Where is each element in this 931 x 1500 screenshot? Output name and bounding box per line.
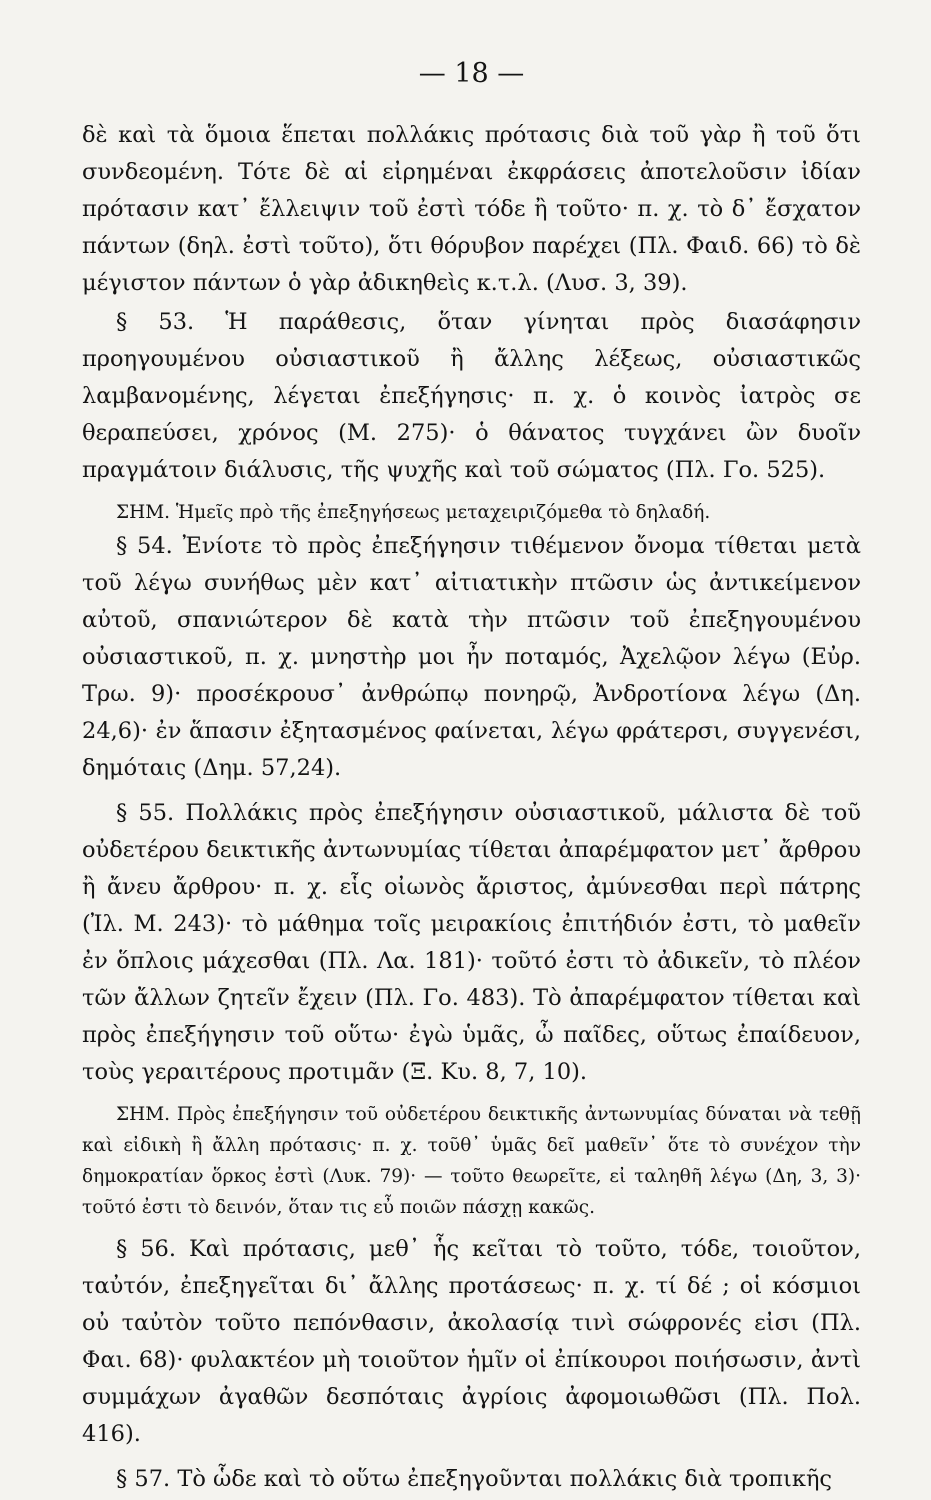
paragraph-text: δὲ καὶ τὰ ὅμοια ἕπεται πολλάκις πρότασις διὰ τοῦ γὰρ ἢ τοῦ ὅτι συνδεομένη. Τότε δὲ αἱ εἰρημέναι ἐκφράσεις ἀποτελοῦσιν ἰδίαν πρότασιν κατ᾽ ἔλλειψιν τοῦ ἐστὶ τόδε ἢ τοῦτο· π. χ. τὸ δ᾽ ἔσχατον πάντων (δηλ. ἐστὶ τοῦτο), ὅτι θόρυβον παρέχει (Πλ. Φαιδ. 66) τὸ δὲ μέγιστον πάντων ὁ γὰρ ἀδικηθεὶς κ.τ.λ. (Λυσ. 3, 39). bbox=[82, 122, 861, 296]
note-text: ΣΗΜ. Πρὸς ἐπεξήγησιν τοῦ οὐδετέρου δεικτικῆς ἀντωνυμίας δύναται νὰ τεθῇ καὶ εἰδικὴ ἢ ἄλλη πρότασις· π. χ. τοῦθ᾽ ὑμᾶς δεῖ μαθεῖν᾽ ὅτε τὸ συνέχον τὴν δημοκρατίαν ὅρκος ἐστὶ (Λυκ. 79)· — τοῦτο θεωρεῖτε, εἰ ταληθῆ λέγω (Δη, 3, 3)· τοῦτό ἐστι τὸ δεινόν, ὅταν τις εὖ ποιῶν πάσχῃ κακῶς. bbox=[82, 1104, 861, 1218]
paragraph-text: § 53. Ἡ παράθεσις, ὅταν γίνηται πρὸς διασάφησιν προηγουμένου οὐσιαστικοῦ ἢ ἄλλης λέξεως, οὐσιαστικῶς λαμβανομένης, λέγεται ἐπεξήγησις· π. χ. ὁ κοινὸς ἰατρὸς σε θεραπεύσει, χρόνος (Μ. 275)· ὁ θάνατος τυγχάνει ὢν δυοῖν πραγμάτοιν διάλυσις, τῆς ψυχῆς καὶ τοῦ σώματος (Πλ. Γο. 525). bbox=[82, 309, 861, 483]
section-56 bbox=[82, 1231, 861, 1453]
paragraph-text: § 55. Πολλάκις πρὸς ἐπεξήγησιν οὐσιαστικοῦ, μάλιστα δὲ τοῦ οὐδετέρου δεικτικῆς ἀντωνυμίας τίθεται ἀπαρέμφατον μετ᾽ ἄρθρου ἢ ἄνευ ἄρθρου· π. χ. εἷς οἰωνὸς ἄριστος, ἀμύνεσθαι περὶ πάτρης (Ἰλ. Μ. 243)· τὸ μάθημα τοῖς μειρακίοις ἐπιτήδιόν ἐστι, τὸ μαθεῖν ἐν ὅπλοις μάχεσθαι (Πλ. Λα. 181)· τοῦτό ἐστι τὸ ἀδικεῖν, τὸ πλέον τῶν ἄλλων ζητεῖν ἔχειν (Πλ. Γο. 483). Τὸ ἀπαρέμφατον τίθεται καὶ πρὸς ἐπεξήγησιν τοῦ οὕτω· ἐγὼ ὑμᾶς, ὦ παῖδες, οὕτως ἐπαίδευον, τοὺς γεραιτέρους προτιμᾶν (Ξ. Κυ. 8, 7, 10). bbox=[82, 800, 861, 1085]
paragraph-text: § 54. Ἐνίοτε τὸ πρὸς ἐπεξήγησιν τιθέμενον ὄνομα τίθεται μετὰ τοῦ λέγω συνήθως μὲν κατ᾽ αἰτιατικὴν πτῶσιν ὡς ἀντικείμενον αὐτοῦ, σπανιώτερον δὲ κατὰ τὴν πτῶσιν τοῦ ἐπεξηγουμένου οὐσιαστικοῦ, π. χ. μνηστὴρ μοι ἦν ποταμός, Ἀχελῷον λέγω (Εὐρ. Τρω. 9)· προσέκρουσ᾽ ἀνθρώπῳ πονηρῷ, Ἀνδροτίονα λέγω (Δη. 24,6)· ἐν ἅπασιν ἐξητασμένος φαίνεται, λέγω φράτερσι, συγγενέσι, δημόταις (Δημ. 57,24). bbox=[82, 533, 861, 781]
note-text: ΣΗΜ. Ἡμεῖς πρὸ τῆς ἐπεξηγήσεως μεταχειριζόμεθα τὸ δηλαδή. bbox=[116, 502, 711, 523]
paragraph-text: § 56. Καὶ πρότασις, μεθ᾽ ἧς κεῖται τὸ τοῦτο, τόδε, τοιοῦτον, ταὐτόν, ἐπεξηγεῖται δι᾽ ἄλλης προτάσεως· π. χ. τί δέ ; οἱ κόσμιοι οὐ ταὐτὸν τοῦτο πεπόνθασιν, ἀκολασίᾳ τινὶ σώφρονές εἰσι (Πλ. Φαι. 68)· φυλακτέον μὴ τοιοῦτον ἡμῖν οἱ ἐπίκουροι ποιήσωσιν, ἀντὶ συμμάχων ἀγαθῶν δεσπόταις ἀγρίοις ἀφομοιωθῶσι (Πλ. Πολ. 416). bbox=[82, 1236, 861, 1447]
page-number: — 18 — bbox=[418, 58, 525, 89]
paragraph-text: § 57. Τὸ ὧδε καὶ τὸ οὕτω ἐπεξηγοῦνται πολλάκις διὰ τροπικῆς bbox=[116, 1466, 833, 1492]
section-54 bbox=[82, 528, 861, 787]
section-55 bbox=[82, 795, 861, 1091]
note-55 bbox=[82, 1099, 861, 1223]
note-53 bbox=[82, 497, 861, 528]
section-57 bbox=[82, 1461, 861, 1498]
paragraph-continuation bbox=[82, 117, 861, 302]
section-53 bbox=[82, 304, 861, 489]
